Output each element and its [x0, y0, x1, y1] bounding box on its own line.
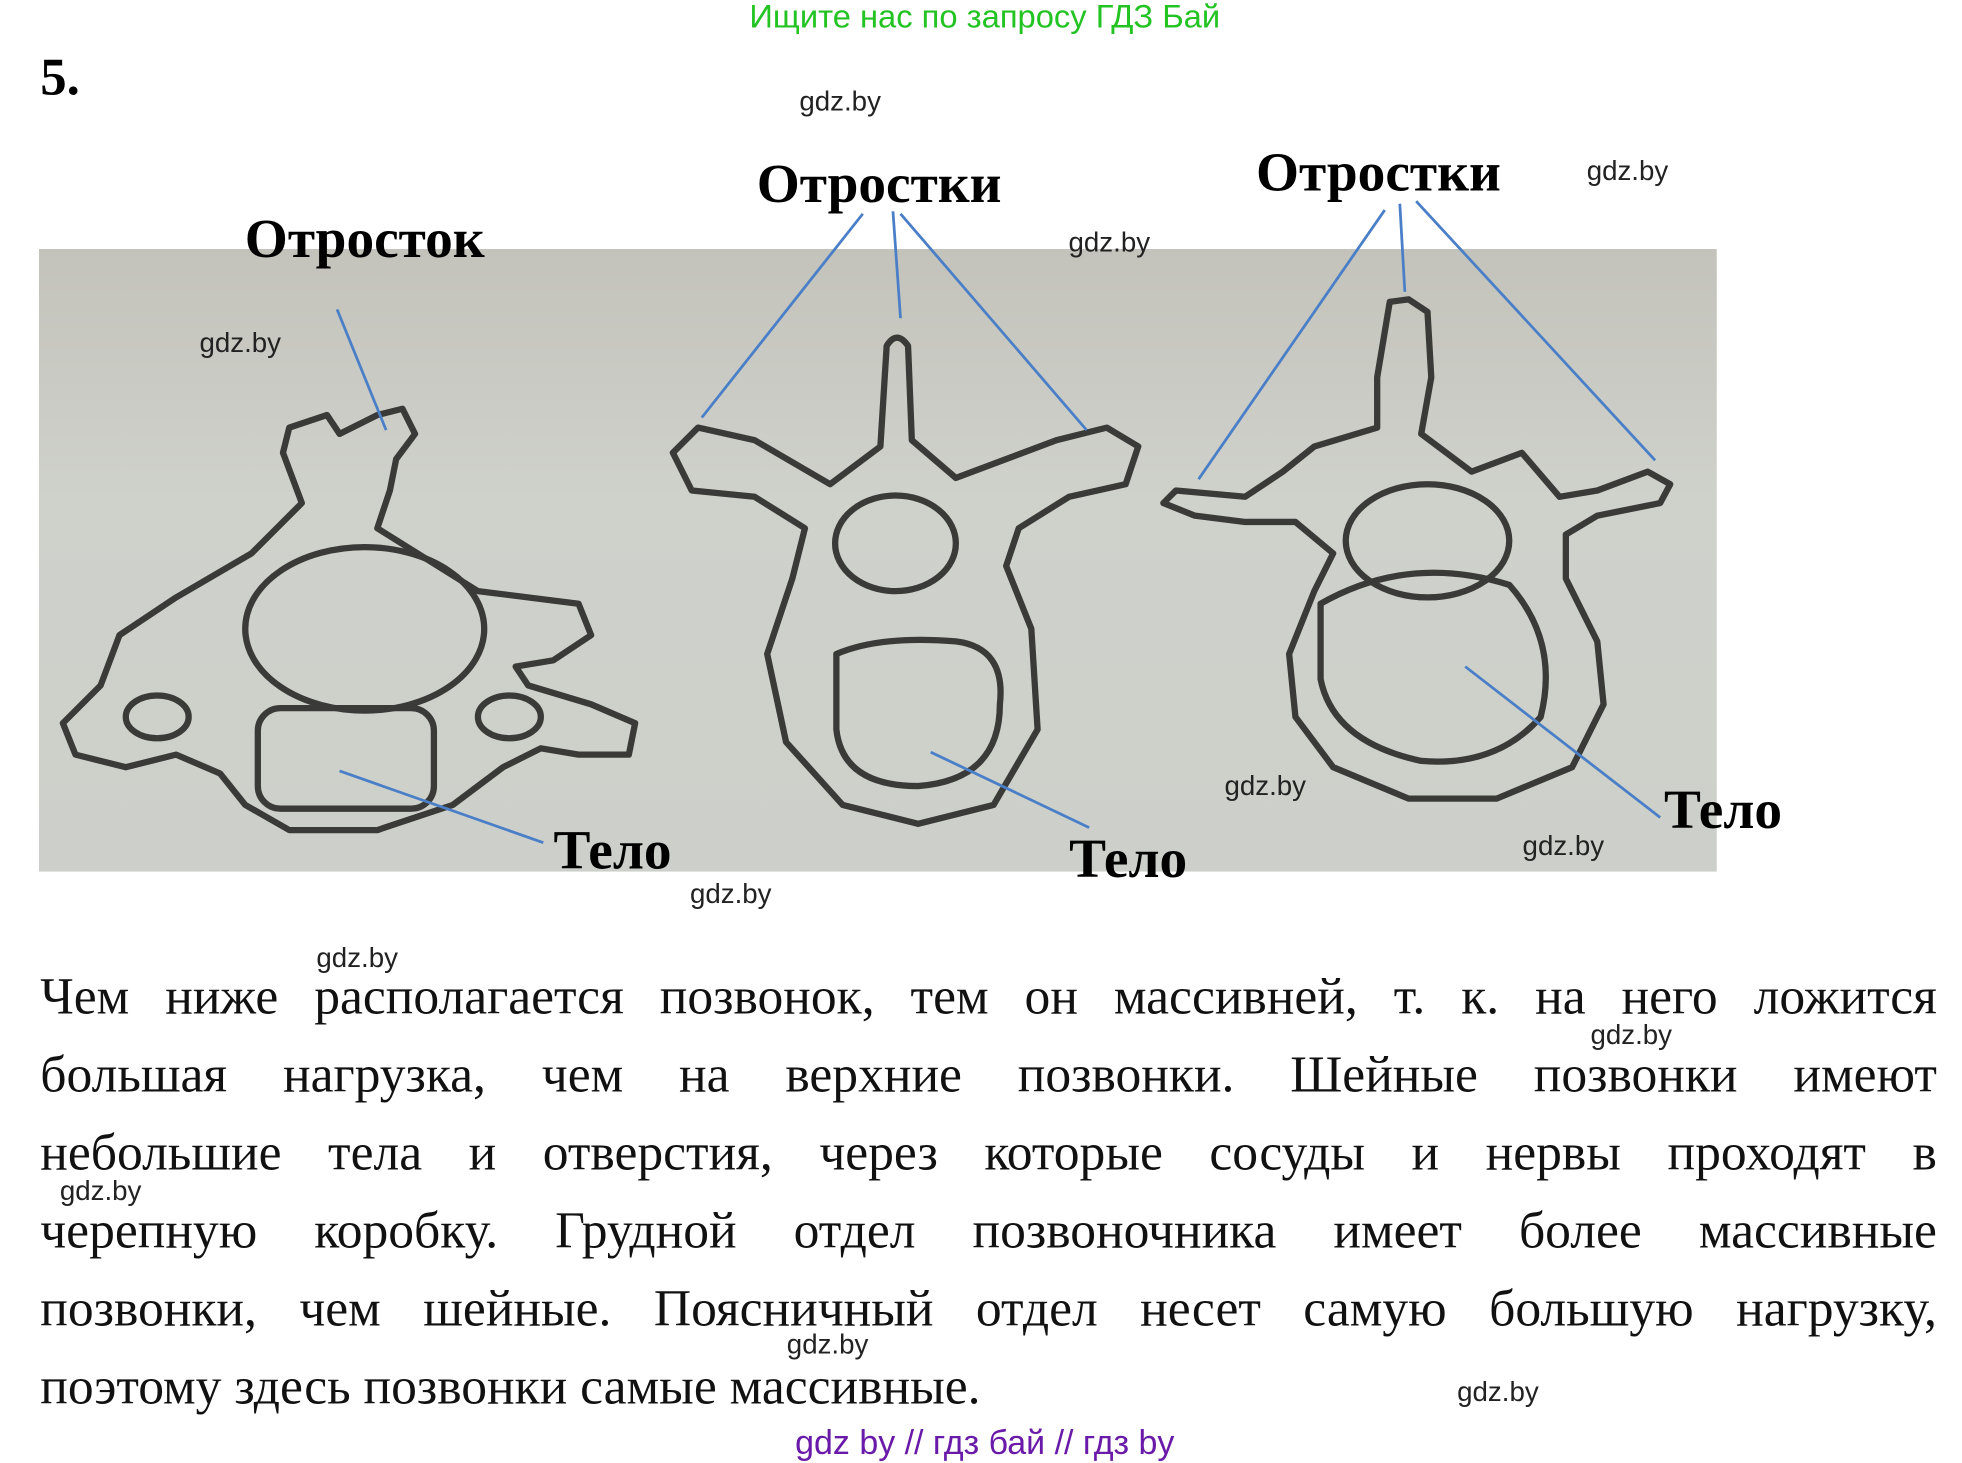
lumbar-vertebra — [1163, 299, 1670, 798]
paragraph-line: Чем ниже располагается позвонок, тем он массивней, т. к. на него ложится — [40, 967, 1937, 1026]
pointer-line — [893, 211, 901, 318]
watermark: gdz.by — [59, 1174, 142, 1207]
pointer-line — [337, 309, 386, 430]
pointer-line — [901, 214, 1087, 430]
header-banner: Ищите нас по запросу ГДЗ Бай — [749, 0, 1221, 36]
label-lumbar-body: Тело — [1664, 779, 1783, 841]
watermark: gdz.by — [799, 85, 881, 117]
label-cervical-body: Тело — [553, 819, 672, 882]
pointer-line — [1465, 667, 1660, 818]
watermark: gdz.by — [1457, 1375, 1539, 1408]
paragraph-line: черепную коробку. Грудной отдел позвоночника имеет более массивные — [40, 1201, 1937, 1259]
watermark: gdz.by — [1590, 1018, 1673, 1051]
task-number: 5. — [40, 49, 80, 107]
pointer-line — [1416, 201, 1655, 460]
pointer-lines — [337, 201, 1660, 842]
watermark: gdz.by — [1522, 830, 1605, 862]
paragraph-line: небольшие тела и отверстия, через которые сосуды и нервы проходят в — [40, 1123, 1937, 1181]
cervical-vertebra — [63, 409, 635, 830]
pointer-line — [1400, 204, 1405, 292]
label-lumbar-processes: Отростки — [1256, 141, 1501, 204]
paragraph-line: большая нагрузка, чем на верхние позвонки. Шейные позвонки имеют — [40, 1045, 1937, 1104]
watermark: gdz.by — [1068, 226, 1151, 258]
pointer-line — [1199, 210, 1385, 479]
pointer-line — [702, 214, 863, 418]
paragraph-line: позвонки, чем шейные. Поясничный отдел несет самую большую нагрузку, — [40, 1279, 1937, 1337]
footer-links: gdz by // гдз бай // гдз by — [795, 1423, 1175, 1462]
label-thoracic-body: Тело — [1069, 828, 1188, 890]
watermark: gdz.by — [1586, 154, 1669, 187]
watermark: gdz.by — [786, 1328, 869, 1360]
paragraph-line: поэтому здесь позвонки самые массивные. — [40, 1357, 981, 1415]
watermark: gdz.by — [1224, 769, 1307, 802]
label-thoracic-processes: Отростки — [756, 152, 1002, 215]
watermark: gdz.by — [689, 877, 772, 910]
label-cervical-process: Отросток — [244, 208, 485, 270]
watermark: gdz.by — [316, 942, 398, 974]
watermark: gdz.by — [199, 327, 281, 359]
